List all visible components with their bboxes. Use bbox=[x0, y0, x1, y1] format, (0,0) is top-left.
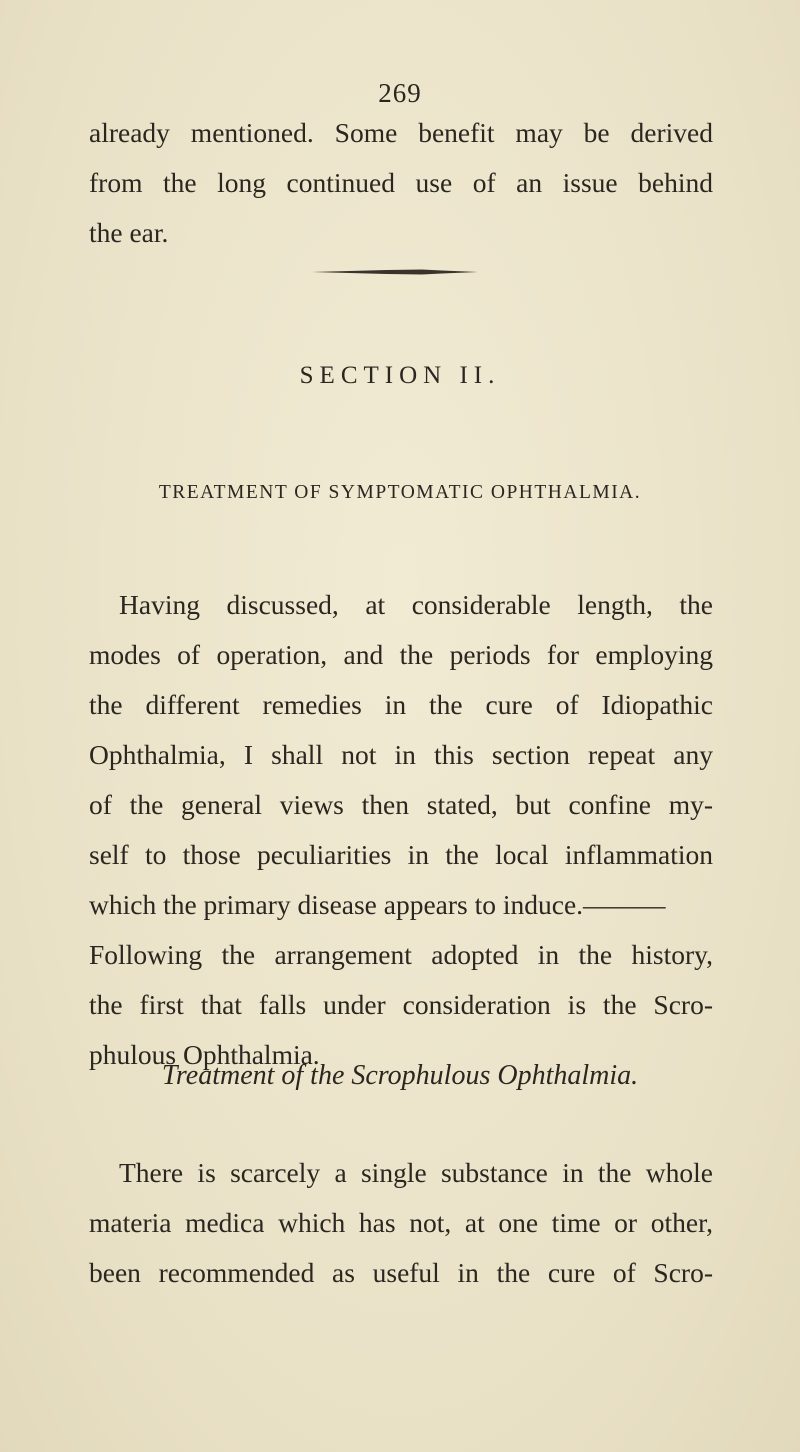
text-line: self to those peculiarities in the local inflammation bbox=[89, 839, 713, 870]
text-line: already mentioned. Some benefit may be derived bbox=[89, 117, 713, 148]
text-line: the first that falls under consideration is the Scro- bbox=[89, 989, 713, 1020]
ornamental-rule bbox=[312, 268, 478, 276]
text-line: Following the arrangement adopted in the history, bbox=[89, 939, 713, 970]
text-line: the ear. bbox=[89, 217, 169, 248]
text-line: materia medica which has not, at one time or other, bbox=[89, 1207, 713, 1238]
text-line: been recommended as useful in the cure of Scro- bbox=[89, 1257, 713, 1288]
section-subtitle: TREATMENT OF SYMPTOMATIC OPHTHALMIA. bbox=[158, 482, 642, 503]
text-line: phulous Ophthalmia. bbox=[89, 1039, 320, 1070]
text-line: from the long continued use of an issue behind bbox=[89, 167, 713, 198]
paragraph-1 bbox=[89, 580, 713, 1080]
text-line: There is scarcely a single substance in the whole bbox=[119, 1157, 713, 1188]
section-heading: SECTION II. bbox=[299, 362, 501, 389]
text-line: modes of operation, and the periods for employing bbox=[89, 639, 713, 670]
subheading: Treatment of the Scrophulous Ophthalmia. bbox=[161, 1060, 639, 1091]
text-line: which the primary disease appears to induce.——— bbox=[89, 889, 666, 920]
text-line: the different remedies in the cure of Idiopathic bbox=[89, 689, 713, 720]
text-line: Ophthalmia, I shall not in this section repeat any bbox=[89, 739, 713, 770]
text-line: of the general views then stated, but confine my- bbox=[89, 789, 713, 820]
page-number: 269 bbox=[378, 78, 422, 108]
continuation-paragraph bbox=[89, 108, 713, 258]
text-line: Having discussed, at considerable length, the bbox=[119, 589, 713, 620]
paragraph-2 bbox=[89, 1148, 713, 1298]
